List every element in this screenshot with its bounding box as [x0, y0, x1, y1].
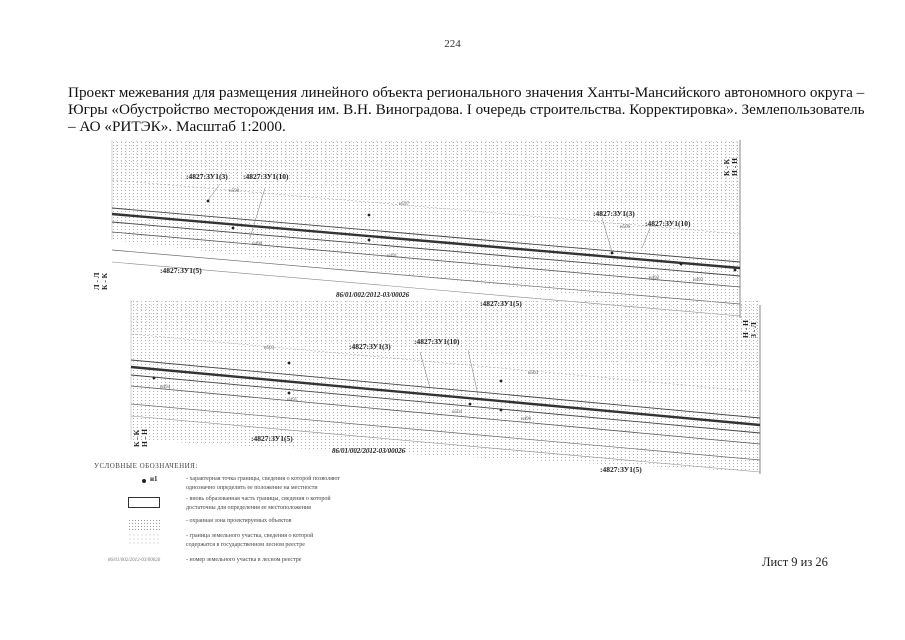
legend-title: УСЛОВНЫЕ ОБОЗНАЧЕНИЯ:: [94, 462, 198, 470]
top-point-492: н492: [649, 276, 660, 281]
dotted-boundary-icon: [128, 533, 160, 545]
top-cadastral-number: 86/01/002/2012-03/00026: [336, 291, 410, 299]
legend-new-boundary-symbol: [102, 495, 172, 511]
top-section-left-1: Л - Л: [92, 272, 101, 290]
point-dot-icon: [142, 479, 146, 483]
legend-row-point: [94, 475, 454, 495]
bottom-point-503: н503: [264, 346, 275, 351]
title-line-1: Проект межевания для размещения линейного объекта регионального значения Ханты-Мансийского автономного округа –: [68, 84, 865, 101]
top-map: [112, 140, 740, 318]
top-point-490: н490: [252, 242, 263, 247]
bottom-label-zu10: :4827:ЗУ1(10): [414, 337, 460, 346]
top-label-zu5-center: :4827:ЗУ1(5): [480, 299, 522, 308]
top-label-zu3-right: :4827:ЗУ1(3): [593, 209, 635, 218]
legend-text-line: - номер земельного участка в лесном реестре: [186, 557, 302, 563]
page-number: 224: [444, 38, 461, 50]
bottom-point-504: н504: [452, 410, 463, 415]
top-section-right-2: Н - Н: [730, 158, 739, 176]
legend-row-new-boundary: [94, 495, 454, 515]
legend-registry-sample: 86/01/002/2012-03/00026: [108, 558, 161, 563]
legend-text-line: - охранная зона проектируемых объектов: [186, 518, 292, 524]
bottom-section-left-1: К - К: [132, 429, 141, 447]
bottom-cadastral-number: 86/01/002/2012-03/00026: [332, 447, 406, 455]
top-label-zu10-right: :4827:ЗУ1(10): [645, 219, 691, 228]
bottom-point-494: н494: [160, 385, 171, 390]
bottom-point-503b: н503: [528, 371, 539, 376]
bottom-map: [131, 300, 760, 474]
top-point-491: н491: [387, 254, 398, 259]
legend-text-line: - вновь образованная часть границы, сведения о которой: [186, 496, 331, 502]
legend-text-line: - граница земельного участка, сведения о которой: [186, 533, 314, 539]
top-point-597: н597: [399, 202, 410, 207]
bottom-point-496: н496: [521, 417, 532, 422]
map-legend: [94, 462, 454, 563]
legend-text-point: [186, 475, 416, 493]
top-point-598: н598: [229, 189, 240, 194]
legend-text-line: однозначно определить ее положение на местности: [186, 485, 318, 491]
legend-text-protection-zone: [186, 517, 416, 526]
legend-text-new-boundary: [186, 495, 416, 513]
bottom-label-zu5-right: :4827:ЗУ1(5): [600, 465, 642, 474]
bottom-section-right-2: З - Л: [749, 322, 758, 338]
bottom-point-495: н495: [287, 398, 298, 403]
legend-registry-symbol: [102, 556, 172, 572]
top-point-506: н506: [620, 225, 631, 230]
legend-text-forest-boundary: [186, 532, 416, 550]
rectangle-icon: [128, 497, 160, 508]
legend-point-symbol: [102, 475, 172, 491]
sheet-number: Лист 9 из 26: [762, 555, 828, 569]
top-label-zu10-left: :4827:ЗУ1(10): [243, 172, 289, 181]
bottom-label-zu5-left: :4827:ЗУ1(5): [251, 434, 293, 443]
top-section-left-2: К - К: [100, 272, 109, 290]
bottom-label-zu3: :4827:ЗУ1(3): [349, 342, 391, 351]
legend-text-line: содержатся в государственном лесном реестре: [186, 542, 305, 548]
legend-forest-boundary-symbol: [102, 532, 172, 548]
top-point-493: н493: [693, 278, 704, 283]
title-line-2: Югры «Обустройство месторождения им. В.Н. Виноградова. I очередь строительства. Корректировка». Землепользователь: [68, 101, 865, 118]
legend-text-line: достаточны для определения ее местоположения: [186, 505, 311, 511]
bottom-section-right-1: Н - Н: [741, 320, 750, 338]
legend-text-registry-number: [186, 556, 416, 565]
top-label-zu5-left: :4827:ЗУ1(5): [160, 266, 202, 275]
bottom-section-left-2: Н - Н: [140, 429, 149, 447]
legend-protection-zone-symbol: [102, 517, 172, 533]
legend-row-registry-number: [94, 556, 454, 576]
title-line-3: – АО «РИТЭК». Масштаб 1:2000.: [68, 118, 286, 135]
hatch-icon: [128, 519, 160, 530]
top-section-right-1: К - К: [722, 158, 731, 176]
legend-text-line: - характерная точка границы, сведения о которой позволяют: [186, 476, 340, 482]
top-label-zu3-left: :4827:ЗУ1(3): [186, 172, 228, 181]
legend-row-forest-boundary: [94, 532, 454, 552]
legend-point-label: н1: [150, 475, 158, 483]
